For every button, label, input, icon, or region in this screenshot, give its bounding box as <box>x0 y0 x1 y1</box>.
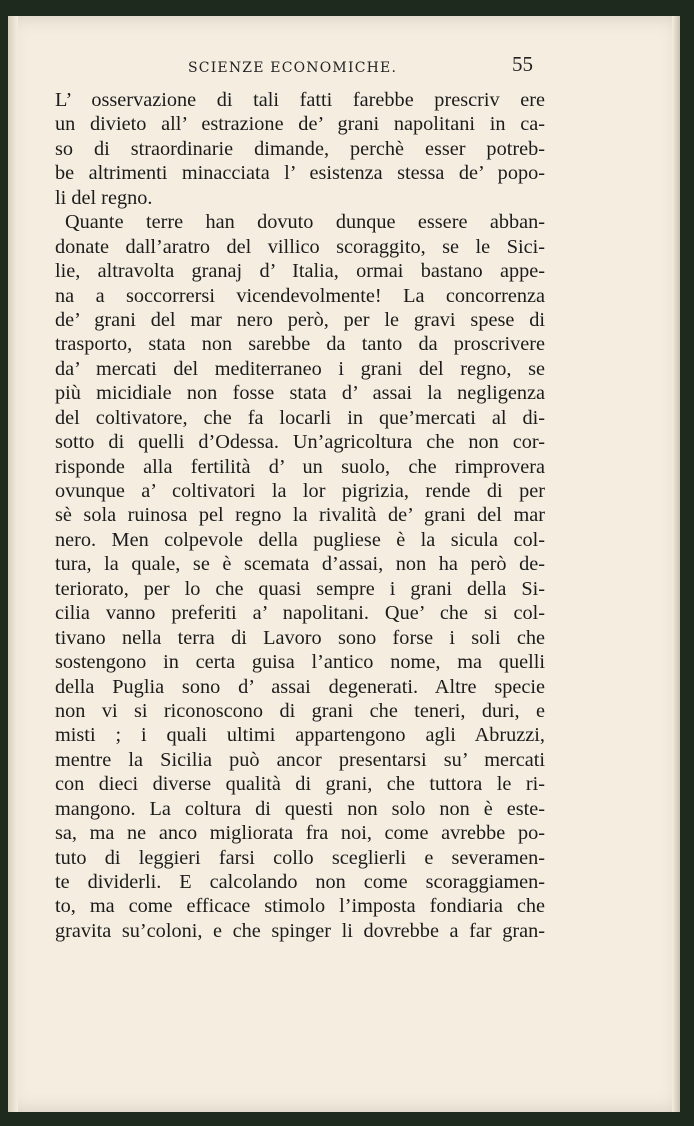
text-line: ovunque a’ coltivatori la lor pigrizia, rende di per <box>55 480 545 502</box>
text-line: con dieci diverse qualità di grani, che tuttora le ri- <box>55 773 545 796</box>
page-number: 55 <box>512 52 533 76</box>
text-line: cilia vanno preferiti a’ napolitani. Que’ che si col- <box>55 602 545 625</box>
text-line: mangono. La coltura di questi non solo non è este- <box>55 797 545 820</box>
text-line: un divieto all’ estrazione de’ grani napolitani in ca- <box>55 113 545 136</box>
text-line: sotto di quelli d’Odessa. Un’agricoltura che non cor- <box>55 431 545 454</box>
text-line: so di straordinarie dimande, perchè esser potreb- <box>55 137 545 160</box>
page-binding-shadow <box>8 16 18 1112</box>
text-line: del coltivatore, che fa locarli in que’mercati al di- <box>55 406 545 429</box>
text-line: più micidiale non fosse stata d’ assai la negligenza <box>55 382 545 405</box>
text-line: nero. Men colpevole della pugliese è la sicula col- <box>55 528 545 551</box>
text-line: te dividerli. E calcolando non come scoraggiamen- <box>55 871 545 893</box>
running-head: SCIENZE ECONOMICHE. <box>188 60 398 76</box>
text-line: donate dall’aratro del villico scoraggito, se le Sici- <box>55 235 545 258</box>
text-line: tuto di leggieri farsi collo sceglierli e severamen- <box>55 846 545 869</box>
text-line: della Puglia sono d’ assai degenerati. Altre specie <box>55 675 545 698</box>
text-line: Quante terre han dovuto dunque essere abban- <box>65 211 545 234</box>
text-line: teriorato, per lo che quasi sempre i grani della Si- <box>55 577 545 600</box>
text-line: lie, altravolta granaj d’ Italia, ormai bastano appe- <box>55 260 545 283</box>
text-line: na a soccorrersi vicendevolmente! La concorrenza <box>55 284 545 307</box>
text-line: sè sola ruinosa pel regno la rivalità de’ grani del mar <box>55 504 545 527</box>
text-line: misti ; i quali ultimi appartengono agli Abruzzi, <box>55 724 545 747</box>
text-line: risponde alla fertilità d’ un suolo, che rimprovera <box>55 455 545 478</box>
text-line: da’ mercati del mediterraneo i grani del regno, se <box>55 357 545 380</box>
text-line: gravita su’coloni, e che spinger li dovrebbe a far gran- <box>55 919 545 942</box>
text-line: li del regno. <box>55 186 153 209</box>
text-line: sostengono in certa guisa l’antico nome, ma quelli <box>55 651 545 674</box>
text-line: de’ grani del mar nero però, per le gravi spese di <box>55 308 545 331</box>
text-line: to, ma come efficace stimolo l’imposta fondiaria che <box>55 895 545 918</box>
text-line: trasporto, stata non sarebbe da tanto da proscrivere <box>55 333 545 356</box>
text-line: tivano nella terra di Lavoro sono forse i soli che <box>55 626 545 649</box>
text-line: be altrimenti minacciata l’ esistenza stessa de’ popo- <box>55 162 545 185</box>
book-page <box>8 16 680 1112</box>
text-line: non vi si riconoscono di grani che teneri, duri, e <box>55 699 545 722</box>
text-line: tura, la quale, se è scemata d’assai, non ha però de- <box>55 553 545 576</box>
text-line: mentre la Sicilia può ancor presentarsi su’ mercati <box>55 748 545 771</box>
text-line: sa, ma ne anco migliorata fra noi, come avrebbe po- <box>55 822 545 845</box>
text-line: L’ osservazione di tali fatti farebbe prescriv ere <box>55 89 545 111</box>
body-text <box>55 88 545 943</box>
page-edge-shadow <box>672 16 680 1112</box>
